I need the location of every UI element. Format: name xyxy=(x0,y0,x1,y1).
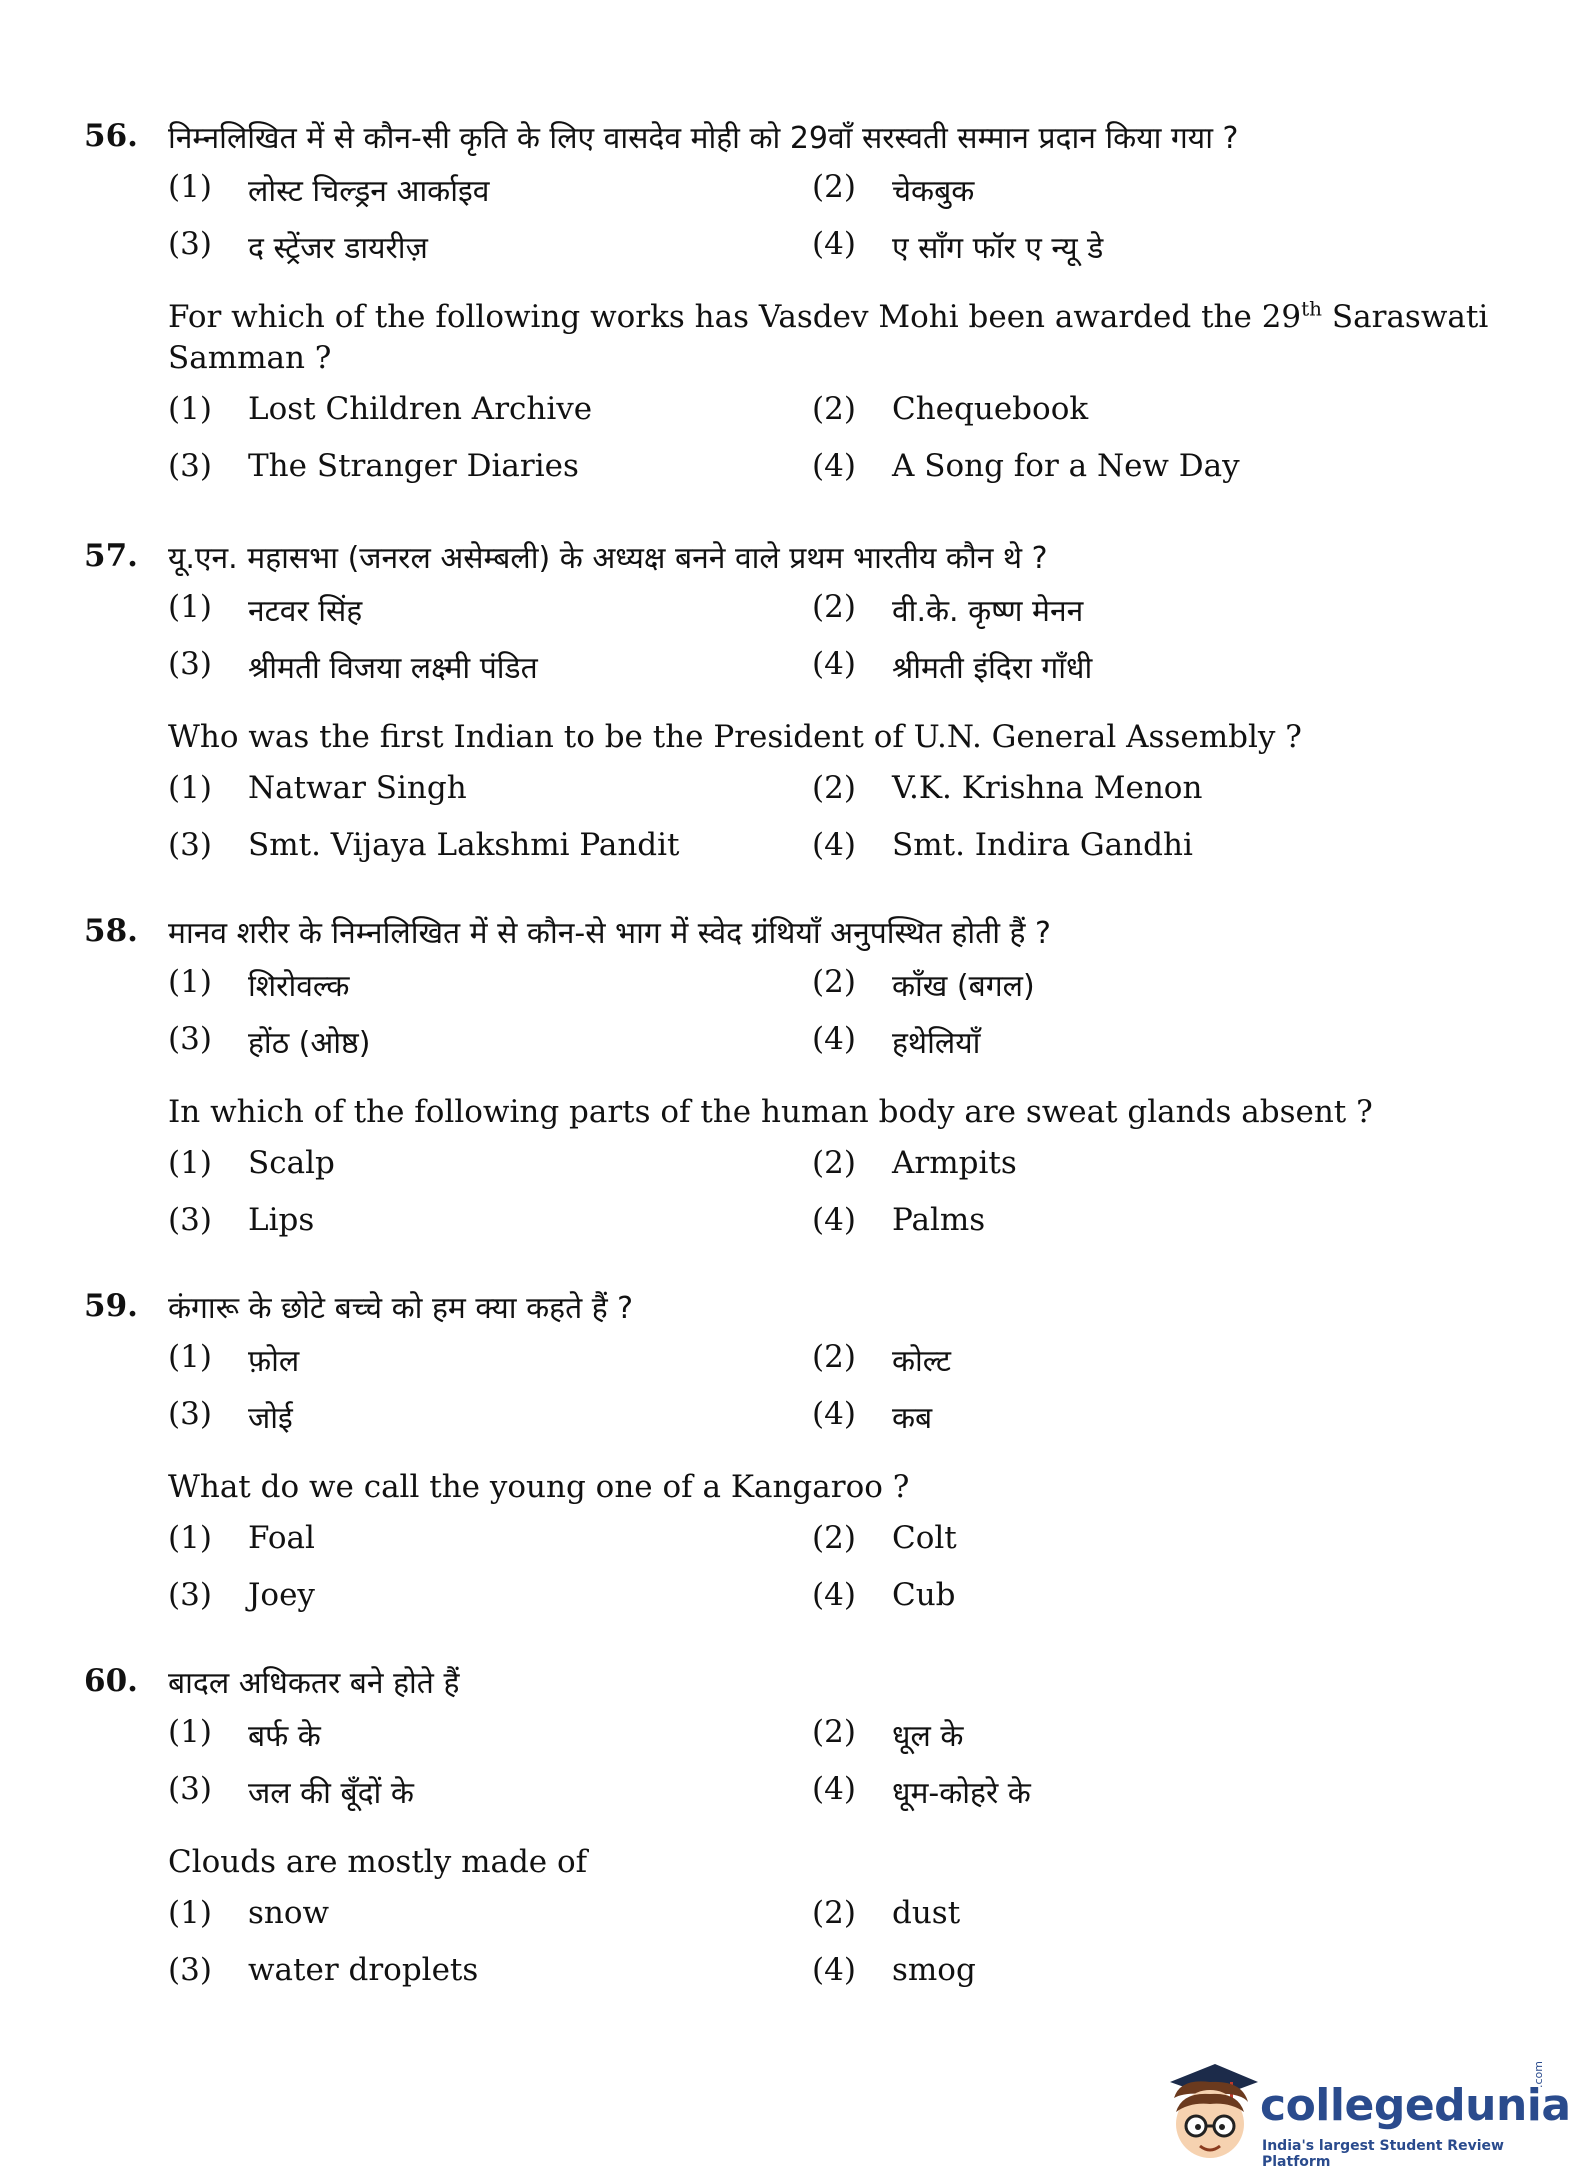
question-59 xyxy=(84,1288,1504,1634)
option-2: (2) धूल के xyxy=(812,1714,964,1754)
option-1: (1) नटवर सिंह xyxy=(168,589,363,629)
option-4: (4) धूम-कोहरे के xyxy=(812,1771,1031,1811)
option-3: (3) जोई xyxy=(168,1396,293,1436)
question-number: 60. xyxy=(84,1663,138,1699)
english-options xyxy=(168,1520,1504,1634)
question-text-hindi: कंगारू के छोटे बच्चे को हम क्या कहते हैं ? xyxy=(168,1291,634,1326)
collegedunia-logo xyxy=(1160,2052,1571,2172)
option-4: (4) ए साँग फॉर ए न्यू डे xyxy=(812,226,1104,266)
option-1: (1) Natwar Singh xyxy=(168,770,467,806)
option-1: (1) फ़ोल xyxy=(168,1339,300,1379)
option-3: (3) श्रीमती विजया लक्ष्मी पंडित xyxy=(168,646,538,686)
option-3: (3) water droplets xyxy=(168,1952,479,1988)
option-2: (2) dust xyxy=(812,1895,961,1931)
option-3: (3) जल की बूँदों के xyxy=(168,1771,414,1811)
option-3: (3) द स्ट्रेंजर डायरीज़ xyxy=(168,226,428,266)
option-4: (4) श्रीमती इंदिरा गाँधी xyxy=(812,646,1093,686)
question-text-hindi: मानव शरीर के निम्नलिखित में से कौन-से भाग में स्वेद ग्रंथियाँ अनुपस्थित होती हैं ? xyxy=(168,916,1051,951)
option-1: (1) Foal xyxy=(168,1520,315,1556)
option-1: (1) शिरोवल्क xyxy=(168,964,350,1004)
question-56 xyxy=(84,118,1504,505)
option-1: (1) Scalp xyxy=(168,1145,335,1181)
english-options xyxy=(168,391,1504,505)
question-number: 58. xyxy=(84,913,138,949)
english-options xyxy=(168,1145,1504,1259)
hindi-options xyxy=(168,589,1504,703)
question-text-hindi: यू.एन. महासभा (जनरल असेम्बली) के अध्यक्ष बनने वाले प्रथम भारतीय कौन थे ? xyxy=(168,541,1048,576)
logo-wordmark: collegedunia xyxy=(1260,2080,1571,2131)
english-options xyxy=(168,1895,1504,2009)
option-4: (4) हथेलियाँ xyxy=(812,1021,981,1061)
question-text-english: Clouds are mostly made of xyxy=(168,1844,588,1880)
option-1: (1) लोस्ट चिल्ड्रन आर्काइव xyxy=(168,169,490,209)
option-1: (1) snow xyxy=(168,1895,330,1931)
option-2: (2) काँख (बगल) xyxy=(812,964,1035,1004)
option-3: (3) Smt. Vijaya Lakshmi Pandit xyxy=(168,827,680,863)
question-text-english: In which of the following parts of the human body are sweat glands absent ? xyxy=(168,1094,1373,1130)
english-options xyxy=(168,770,1504,884)
question-text-hindi: निम्नलिखित में से कौन-सी कृति के लिए वासदेव मोही को 29वाँ सरस्वती सम्मान प्रदान किया गया ? xyxy=(168,121,1239,156)
question-text-english: Who was the first Indian to be the President of U.N. General Assembly ? xyxy=(168,719,1302,755)
option-4: (4) A Song for a New Day xyxy=(812,448,1240,484)
option-2: (2) कोल्ट xyxy=(812,1339,952,1379)
question-text-english: For which of the following works has Vasdev Mohi been awarded the 29th Saraswati Samman ? xyxy=(168,296,1489,376)
mascot-icon xyxy=(1160,2052,1260,2172)
logo-suffix: .com xyxy=(1532,2061,1545,2088)
option-4: (4) Smt. Indira Gandhi xyxy=(812,827,1193,863)
question-number: 57. xyxy=(84,538,138,574)
option-2: (2) वी.के. कृष्ण मेनन xyxy=(812,589,1084,629)
hindi-options xyxy=(168,1339,1504,1453)
hindi-options xyxy=(168,1714,1504,1828)
option-3: (3) Joey xyxy=(168,1577,315,1613)
option-4: (4) Palms xyxy=(812,1202,986,1238)
option-2: (2) Chequebook xyxy=(812,391,1089,427)
option-1: (1) Lost Children Archive xyxy=(168,391,593,427)
question-57 xyxy=(84,538,1504,884)
question-number: 59. xyxy=(84,1288,138,1324)
question-number: 56. xyxy=(84,118,138,154)
option-3: (3) The Stranger Diaries xyxy=(168,448,579,484)
option-2: (2) Armpits xyxy=(812,1145,1017,1181)
hindi-options xyxy=(168,169,1504,283)
option-2: (2) V.K. Krishna Menon xyxy=(812,770,1203,806)
question-58 xyxy=(84,913,1504,1259)
option-1: (1) बर्फ के xyxy=(168,1714,321,1754)
hindi-options xyxy=(168,964,1504,1078)
option-4: (4) कब xyxy=(812,1396,933,1436)
option-3: (3) होंठ (ओष्ठ) xyxy=(168,1021,371,1061)
option-2: (2) Colt xyxy=(812,1520,957,1556)
option-2: (2) चेकबुक xyxy=(812,169,975,209)
question-text-hindi: बादल अधिकतर बने होते हैं xyxy=(168,1666,460,1701)
option-4: (4) Cub xyxy=(812,1577,956,1613)
question-text-english: What do we call the young one of a Kangaroo ? xyxy=(168,1469,910,1505)
question-60 xyxy=(84,1663,1504,2009)
logo-tagline: India's largest Student Review Platform xyxy=(1262,2138,1504,2170)
option-3: (3) Lips xyxy=(168,1202,315,1238)
option-4: (4) smog xyxy=(812,1952,976,1988)
